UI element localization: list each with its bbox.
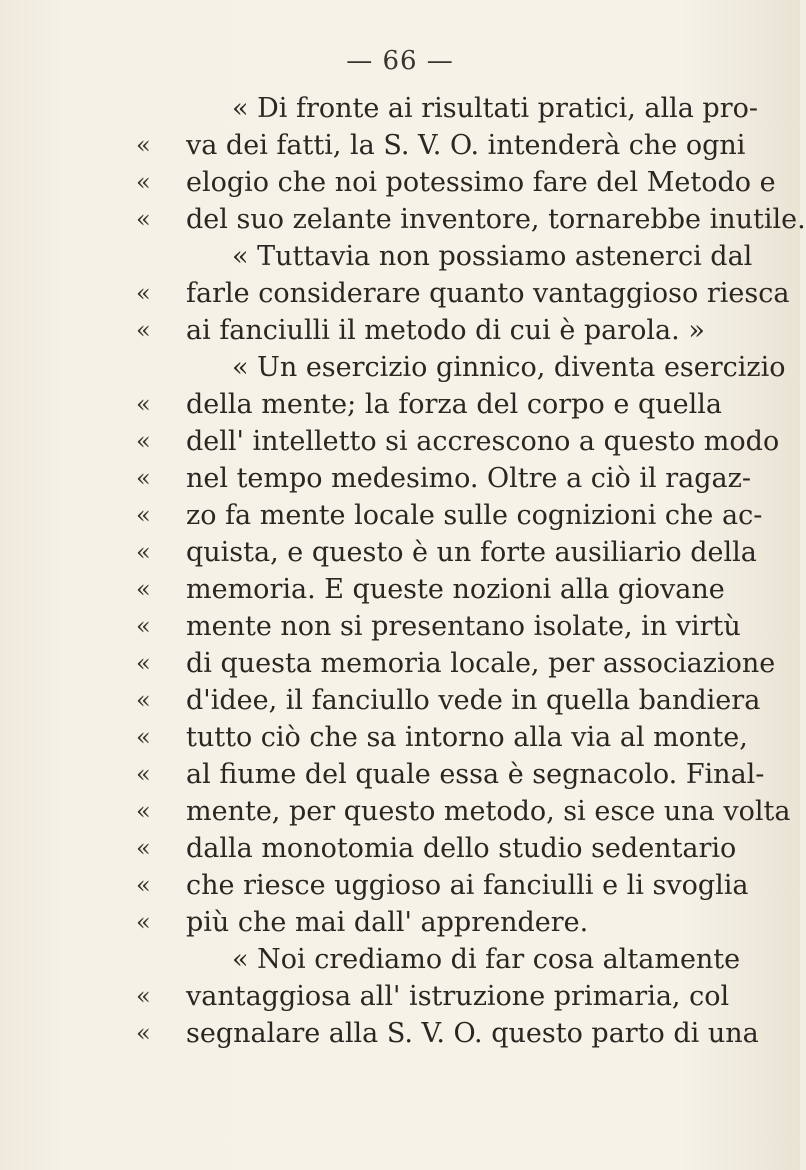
- line-text: « Un esercizio ginnico, diventa esercizio: [232, 352, 786, 383]
- text-line: [0, 164, 800, 201]
- text-line: [0, 941, 800, 978]
- text-line: [0, 386, 800, 423]
- line-text: mente non si presentano isolate, in virtù: [186, 611, 741, 642]
- line-text: di questa memoria locale, per associazione: [186, 648, 776, 679]
- text-line: [0, 127, 800, 164]
- text-line: [0, 608, 800, 645]
- line-text: ai fanciulli il metodo di cui è parola. »: [186, 315, 705, 346]
- line-text: tutto ciò che sa intorno alla via al monte,: [186, 722, 748, 753]
- text-line: [0, 867, 800, 904]
- quote-mark: «: [136, 427, 151, 455]
- page-number: — 66 —: [346, 46, 454, 76]
- text-body: [0, 90, 806, 1052]
- line-text: mente, per questo metodo, si esce una volta: [186, 796, 791, 827]
- text-line: [0, 756, 800, 793]
- text-line: [0, 238, 800, 275]
- quote-mark: «: [136, 649, 151, 677]
- line-text: va dei fatti, la S. V. O. intenderà che ogni: [186, 130, 746, 161]
- quote-mark: «: [136, 538, 151, 566]
- quote-mark: «: [136, 686, 151, 714]
- line-text: più che mai dall' apprendere.: [186, 907, 589, 938]
- line-text: « Noi crediamo di far cosa altamente: [232, 944, 741, 975]
- quote-mark: «: [136, 760, 151, 788]
- text-line: [0, 645, 800, 682]
- quote-mark: «: [136, 168, 151, 196]
- quote-mark: «: [136, 871, 151, 899]
- line-text: della mente; la forza del corpo e quella: [186, 389, 722, 420]
- quote-mark: «: [136, 723, 151, 751]
- quote-mark: «: [136, 575, 151, 603]
- text-line: [0, 90, 800, 127]
- quote-mark: «: [136, 316, 151, 344]
- line-text: quista, e questo è un forte ausiliario della: [186, 537, 757, 568]
- line-text: segnalare alla S. V. O. questo parto di una: [186, 1018, 759, 1049]
- text-line: [0, 904, 800, 941]
- text-line: [0, 978, 800, 1015]
- quote-mark: «: [136, 612, 151, 640]
- text-line: [0, 349, 800, 386]
- line-text: farle considerare quanto vantaggioso riesca: [186, 278, 790, 309]
- line-text: zo fa mente locale sulle cognizioni che ac-: [186, 500, 763, 531]
- line-text: d'idee, il fanciullo vede in quella bandiera: [186, 685, 761, 716]
- quote-mark: «: [136, 1019, 151, 1047]
- line-text: dalla monotomia dello studio sedentario: [186, 833, 737, 864]
- quote-mark: «: [136, 464, 151, 492]
- line-text: del suo zelante inventore, tornarebbe inutile.: [186, 204, 806, 235]
- text-line: [0, 571, 800, 608]
- line-text: memoria. E queste nozioni alla giovane: [186, 574, 725, 605]
- text-line: [0, 830, 800, 867]
- quote-mark: «: [136, 205, 151, 233]
- text-line: [0, 201, 806, 238]
- text-line: [0, 682, 800, 719]
- text-line: [0, 275, 800, 312]
- quote-mark: «: [136, 390, 151, 418]
- line-text: dell' intelletto si accrescono a questo modo: [186, 426, 780, 457]
- quote-mark: «: [136, 501, 151, 529]
- quote-mark: «: [136, 797, 151, 825]
- line-text: che riesce uggioso ai fanciulli e li svoglia: [186, 870, 749, 901]
- quote-mark: «: [136, 834, 151, 862]
- text-line: [0, 497, 800, 534]
- line-text: elogio che noi potessimo fare del Metodo e: [186, 167, 776, 198]
- text-line: [0, 460, 800, 497]
- text-line: [0, 1015, 800, 1052]
- quote-mark: «: [136, 982, 151, 1010]
- text-line: [0, 423, 800, 460]
- quote-mark: «: [136, 131, 151, 159]
- text-line: [0, 719, 800, 756]
- text-line: [0, 312, 800, 349]
- line-text: al fiume del quale essa è segnacolo. Final-: [186, 759, 765, 790]
- line-text: vantaggiosa all' istruzione primaria, col: [186, 981, 730, 1012]
- quote-mark: «: [136, 908, 151, 936]
- line-text: nel tempo medesimo. Oltre a ciò il ragaz-: [186, 463, 751, 494]
- text-line: [0, 793, 800, 830]
- quote-mark: «: [136, 279, 151, 307]
- line-text: « Di fronte ai risultati pratici, alla pro-: [232, 93, 758, 124]
- text-line: [0, 534, 800, 571]
- line-text: « Tuttavia non possiamo astenerci dal: [232, 241, 753, 272]
